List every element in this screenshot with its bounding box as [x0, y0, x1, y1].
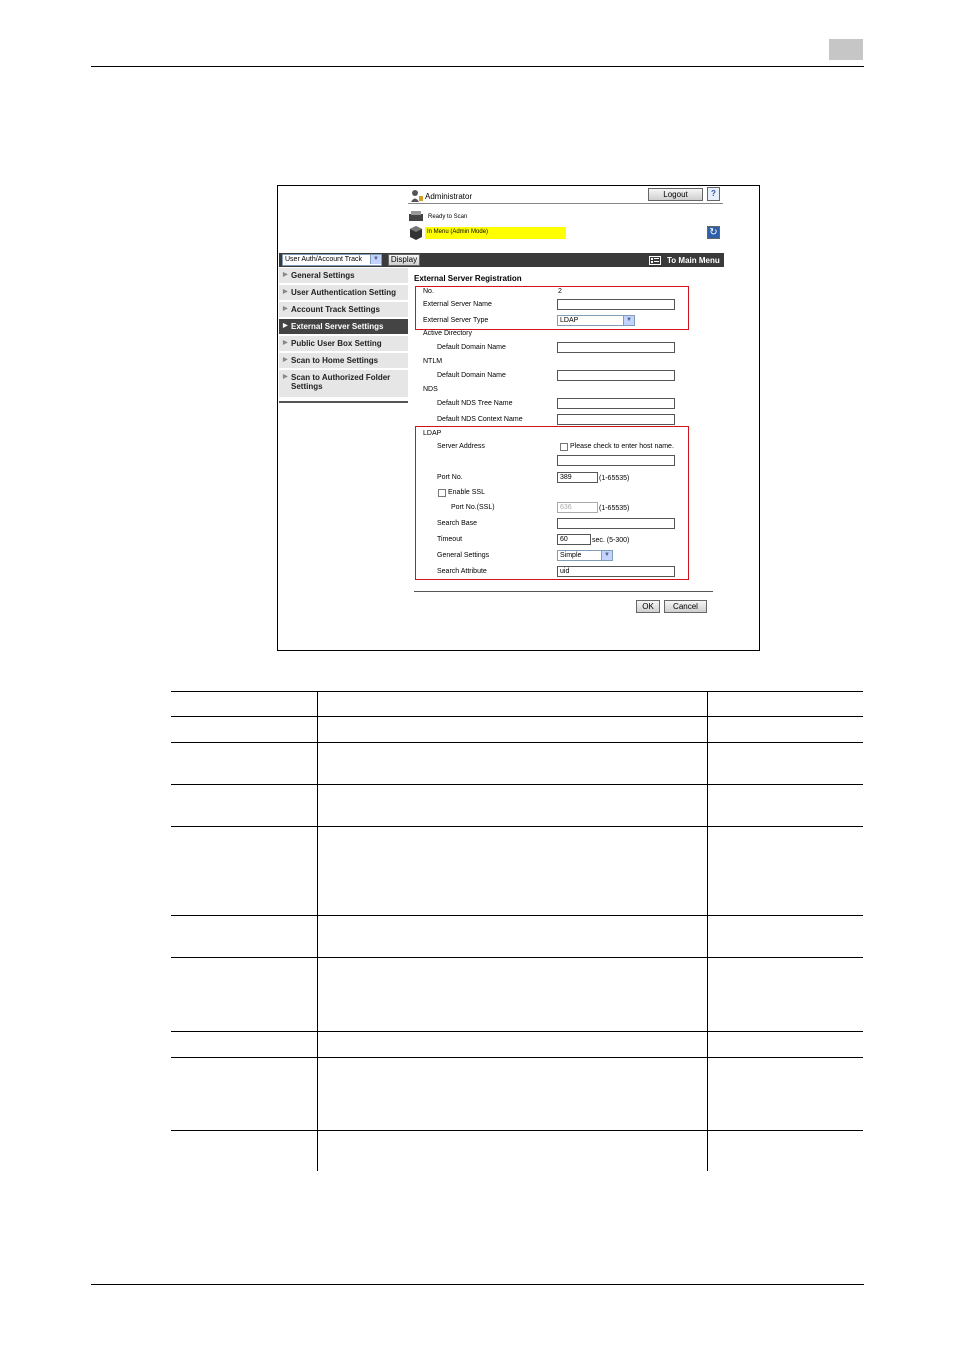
- triangle-icon: ▶: [283, 289, 288, 295]
- enable-ssl-label: Enable SSL: [448, 489, 485, 496]
- host-name-checkbox[interactable]: [560, 443, 568, 451]
- triangle-icon: ▶: [283, 374, 288, 380]
- display-button[interactable]: Display: [388, 254, 420, 266]
- page-number-tab: [829, 39, 863, 60]
- menu-select[interactable]: [282, 254, 382, 266]
- general-settings-value: Simple: [560, 552, 582, 559]
- table-row-rule: [171, 1031, 863, 1032]
- no-value: 2: [558, 288, 562, 295]
- server-address-input[interactable]: [557, 455, 675, 466]
- sidebar-item-account-track[interactable]: [279, 302, 408, 318]
- port-input[interactable]: 389: [557, 472, 598, 483]
- logout-button[interactable]: Logout: [648, 188, 703, 201]
- sidebar-item-label: Public User Box Setting: [291, 339, 382, 348]
- ldap-heading: LDAP: [423, 430, 442, 437]
- chevron-down-icon: ▼: [623, 316, 634, 325]
- search-base-label: Search Base: [437, 520, 478, 527]
- main-menu-link[interactable]: To Main Menu: [667, 256, 720, 265]
- triangle-icon: ▶: [283, 357, 288, 363]
- sidebar-item-user-authentication[interactable]: [279, 285, 408, 301]
- nds-context-input[interactable]: [557, 414, 675, 425]
- printer-icon: [408, 211, 424, 225]
- host-check-label: Please check to enter host name.: [570, 443, 674, 450]
- triangle-icon: ▶: [283, 272, 288, 278]
- menu-select-value: User Auth/Account Track: [285, 256, 363, 263]
- status-mode: In Menu (Admin Mode): [427, 229, 489, 235]
- table-row-rule: [171, 957, 863, 958]
- server-type-value: LDAP: [560, 317, 579, 324]
- server-name-label: External Server Name: [423, 301, 492, 308]
- admin-label: Administrator: [425, 192, 473, 201]
- triangle-icon: ▶: [283, 323, 288, 329]
- nds-tree-label: Default NDS Tree Name: [437, 400, 513, 407]
- ntlm-heading: NTLM: [423, 358, 443, 365]
- form-footer-rule: [414, 591, 713, 592]
- sidebar-item-scan-to-home[interactable]: [279, 353, 408, 369]
- sidebar: [279, 268, 408, 402]
- sidebar-item-public-user-box[interactable]: [279, 336, 408, 352]
- sidebar-item-label: Scan to Home Settings: [291, 356, 379, 365]
- ntlm-domain-input[interactable]: [557, 370, 675, 381]
- server-name-input[interactable]: [557, 299, 675, 310]
- enable-ssl-checkbox[interactable]: [438, 489, 446, 497]
- admin-divider: [408, 203, 723, 204]
- sidebar-item-label: General Settings: [291, 271, 355, 280]
- table-row-rule: [171, 1130, 863, 1131]
- sidebar-item-label: User Authentication Setting: [291, 288, 397, 297]
- table-row-rule: [171, 1057, 863, 1058]
- sidebar-bottom-rule: [279, 401, 408, 403]
- active-directory-heading: Active Directory: [423, 330, 473, 337]
- general-settings-select[interactable]: [557, 550, 613, 561]
- sidebar-item-label: Scan to Authorized Folder Settings: [291, 373, 391, 391]
- search-attribute-input[interactable]: uid: [557, 566, 675, 577]
- nds-heading: NDS: [423, 386, 438, 393]
- refresh-icon[interactable]: ↻: [707, 226, 720, 239]
- server-type-select[interactable]: [557, 315, 635, 326]
- triangle-icon: ▶: [283, 340, 288, 346]
- port-label: Port No.: [437, 474, 463, 481]
- timeout-unit: sec. (5-300): [592, 537, 630, 544]
- general-settings-label: General Settings: [437, 552, 490, 559]
- ntlm-domain-label: Default Domain Name: [437, 372, 506, 379]
- footer-rule: [91, 1284, 864, 1285]
- device-icon: [408, 225, 424, 243]
- table-row-rule: [171, 784, 863, 785]
- port-ssl-range: (1-65535): [599, 505, 630, 512]
- main-menu-icon: [649, 256, 661, 267]
- sidebar-item-general-settings[interactable]: [279, 268, 408, 284]
- no-label: No.: [423, 288, 434, 295]
- web-admin-screenshot: [277, 185, 760, 651]
- sidebar-item-label: External Server Settings: [291, 322, 384, 331]
- table-row-rule: [171, 742, 863, 743]
- sidebar-item-label: Account Track Settings: [291, 305, 380, 314]
- timeout-input[interactable]: 60: [557, 534, 591, 545]
- search-base-input[interactable]: [557, 518, 675, 529]
- nds-tree-input[interactable]: [557, 398, 675, 409]
- ad-domain-label: Default Domain Name: [437, 344, 506, 351]
- table-row-rule: [171, 716, 863, 717]
- triangle-icon: ▶: [283, 306, 288, 312]
- table-row-rule: [171, 915, 863, 916]
- help-icon[interactable]: ?: [707, 187, 720, 201]
- chevron-down-icon: ▼: [601, 551, 612, 560]
- server-address-label: Server Address: [437, 443, 485, 450]
- port-ssl-input[interactable]: 636: [557, 502, 598, 513]
- header-rule: [91, 66, 864, 67]
- status-ready: Ready to Scan: [428, 214, 468, 220]
- form-title: External Server Registration: [414, 274, 522, 283]
- nds-context-label: Default NDS Context Name: [437, 416, 523, 423]
- ad-domain-input[interactable]: [557, 342, 675, 353]
- table-column-divider: [317, 691, 318, 1171]
- cancel-button[interactable]: Cancel: [664, 600, 707, 613]
- table-header-top-rule: [171, 691, 863, 692]
- search-attribute-label: Search Attribute: [437, 568, 487, 575]
- table-column-divider: [707, 691, 708, 1171]
- ok-button[interactable]: OK: [636, 600, 660, 613]
- port-ssl-label: Port No.(SSL): [451, 504, 495, 511]
- sidebar-item-scan-to-authorized-folder[interactable]: [279, 370, 408, 398]
- server-type-label: External Server Type: [423, 317, 489, 324]
- chevron-down-icon: ▼: [370, 255, 381, 264]
- sidebar-item-external-server[interactable]: [279, 319, 408, 335]
- port-range: (1-65535): [599, 475, 630, 482]
- timeout-label: Timeout: [437, 536, 463, 543]
- table-row-rule: [171, 826, 863, 827]
